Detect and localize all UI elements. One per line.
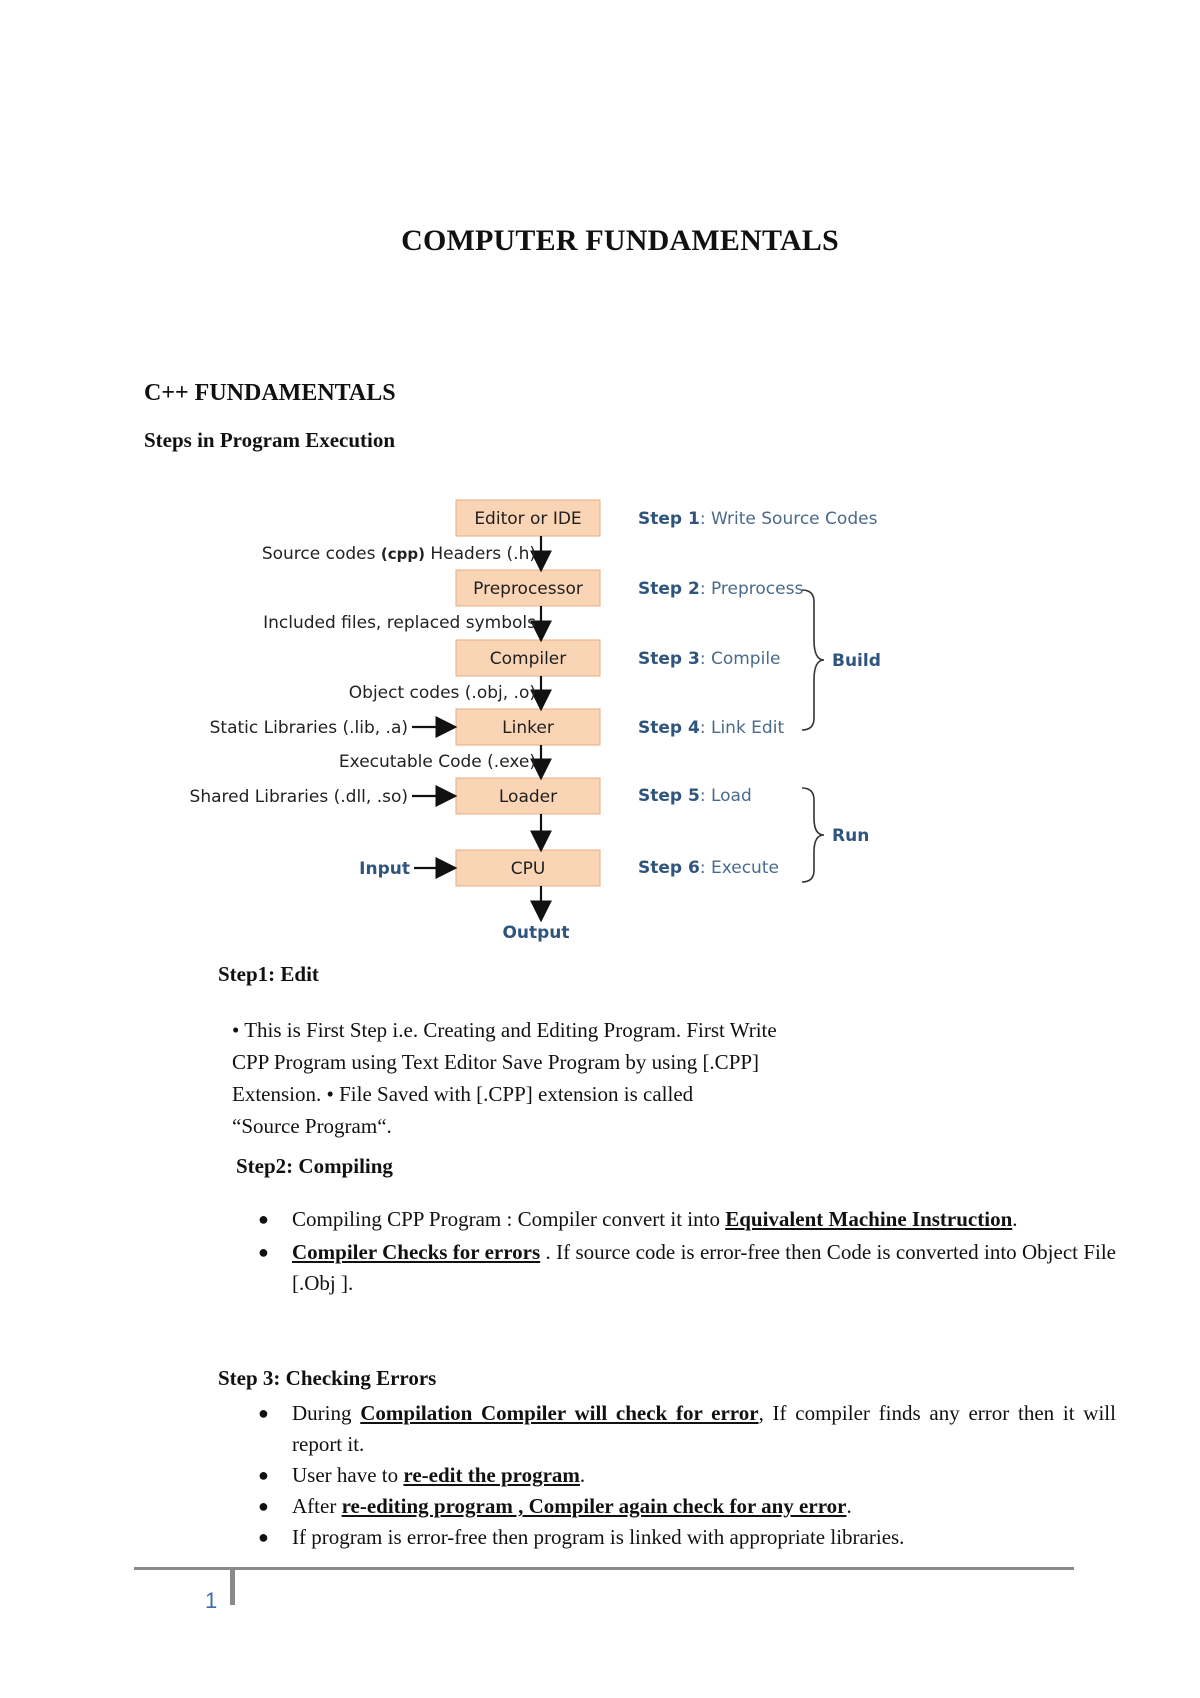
step1-line: Extension. • File Saved with [.CPP] extension is called [232, 1082, 694, 1106]
editor-box-label: Editor or IDE [474, 509, 582, 529]
linker-box-label: Linker [502, 718, 554, 738]
editor-box [456, 500, 600, 536]
footer-separator [230, 1567, 235, 1605]
list-item: ● Compiler Checks for errors . If source code is error-free then Code is converted into Object File [.Obj ]. [244, 1237, 1116, 1299]
loader-box-label: Loader [498, 787, 558, 807]
list-item: ● User have to re-edit the program. [244, 1460, 1116, 1491]
list-item: ● If program is error-free then program is linked with appropriate libraries. [244, 1522, 1116, 1553]
document-title: COMPUTER FUNDAMENTALS [401, 224, 839, 257]
linker-box [456, 709, 600, 745]
equivalent-machine-instruction-text: Equivalent Machine Instruction [725, 1207, 1013, 1231]
executable-code-label: Executable Code (.exe) [338, 752, 536, 772]
step1-heading: Step1: Edit [218, 962, 319, 986]
step1-line: CPP Program using Text Editor Save Program by using [.CPP] [232, 1050, 760, 1074]
preprocessor-box [456, 570, 600, 606]
build-label: Build [832, 651, 881, 671]
step2-heading: Step2: Compiling [236, 1154, 393, 1178]
program-execution-diagram [150, 490, 910, 950]
step1-line: “Source Program“. [232, 1114, 392, 1138]
preprocessor-box-label: Preprocessor [473, 579, 583, 599]
list-item: ● Compiling CPP Program : Compiler convert it into Equivalent Machine Instruction. [244, 1204, 1116, 1235]
subsection-title: Steps in Program Execution [144, 428, 396, 452]
step3-heading: Step 3: Checking Errors [218, 1366, 437, 1390]
step1-line: • This is First Step i.e. Creating and Editing Program. First Write [232, 1018, 777, 1042]
list-item: ● After re-editing program , Compiler again check for any error. [244, 1491, 1116, 1522]
step6-label: Step 6: Execute [638, 858, 779, 878]
compiler-box-label: Compiler [489, 649, 567, 669]
step2-label: Step 2: Preprocess [638, 579, 804, 599]
run-brace [802, 788, 824, 882]
run-label: Run [832, 826, 870, 846]
step1-body [232, 1014, 932, 1142]
object-codes-label: Object codes (.obj, .o) [348, 683, 536, 703]
compiler-box [456, 640, 600, 676]
step3-label: Step 3: Compile [638, 649, 781, 669]
cpu-box-label: CPU [510, 859, 546, 879]
page-number: 1 [205, 1588, 218, 1613]
build-brace [802, 590, 824, 730]
list-item: ● During Compilation Compiler will check for error, If compiler finds any error then it will report it. [244, 1398, 1116, 1460]
shared-libraries-label: Shared Libraries (.dll, .so) [189, 787, 408, 807]
cpu-box [456, 850, 600, 886]
step1-label: Step 1: Write Source Codes [638, 509, 878, 529]
step5-label: Step 5: Load [638, 786, 752, 806]
input-label: Input [359, 859, 410, 879]
loader-box [456, 778, 600, 814]
included-files-label: Included files, replaced symbols [263, 613, 536, 633]
output-label: Output [502, 923, 570, 943]
section-title: C++ FUNDAMENTALS [144, 380, 396, 406]
step3-list [244, 1398, 1116, 1553]
footer-rule [134, 1567, 1074, 1570]
compiler-checks-text: Compiler Checks for errors [292, 1240, 541, 1264]
step4-label: Step 4: Link Edit [638, 718, 785, 738]
step2-list [244, 1204, 1116, 1299]
static-libraries-label: Static Libraries (.lib, .a) [209, 718, 408, 738]
source-codes-label: Source codes (cpp) Headers (.h) [261, 544, 536, 564]
